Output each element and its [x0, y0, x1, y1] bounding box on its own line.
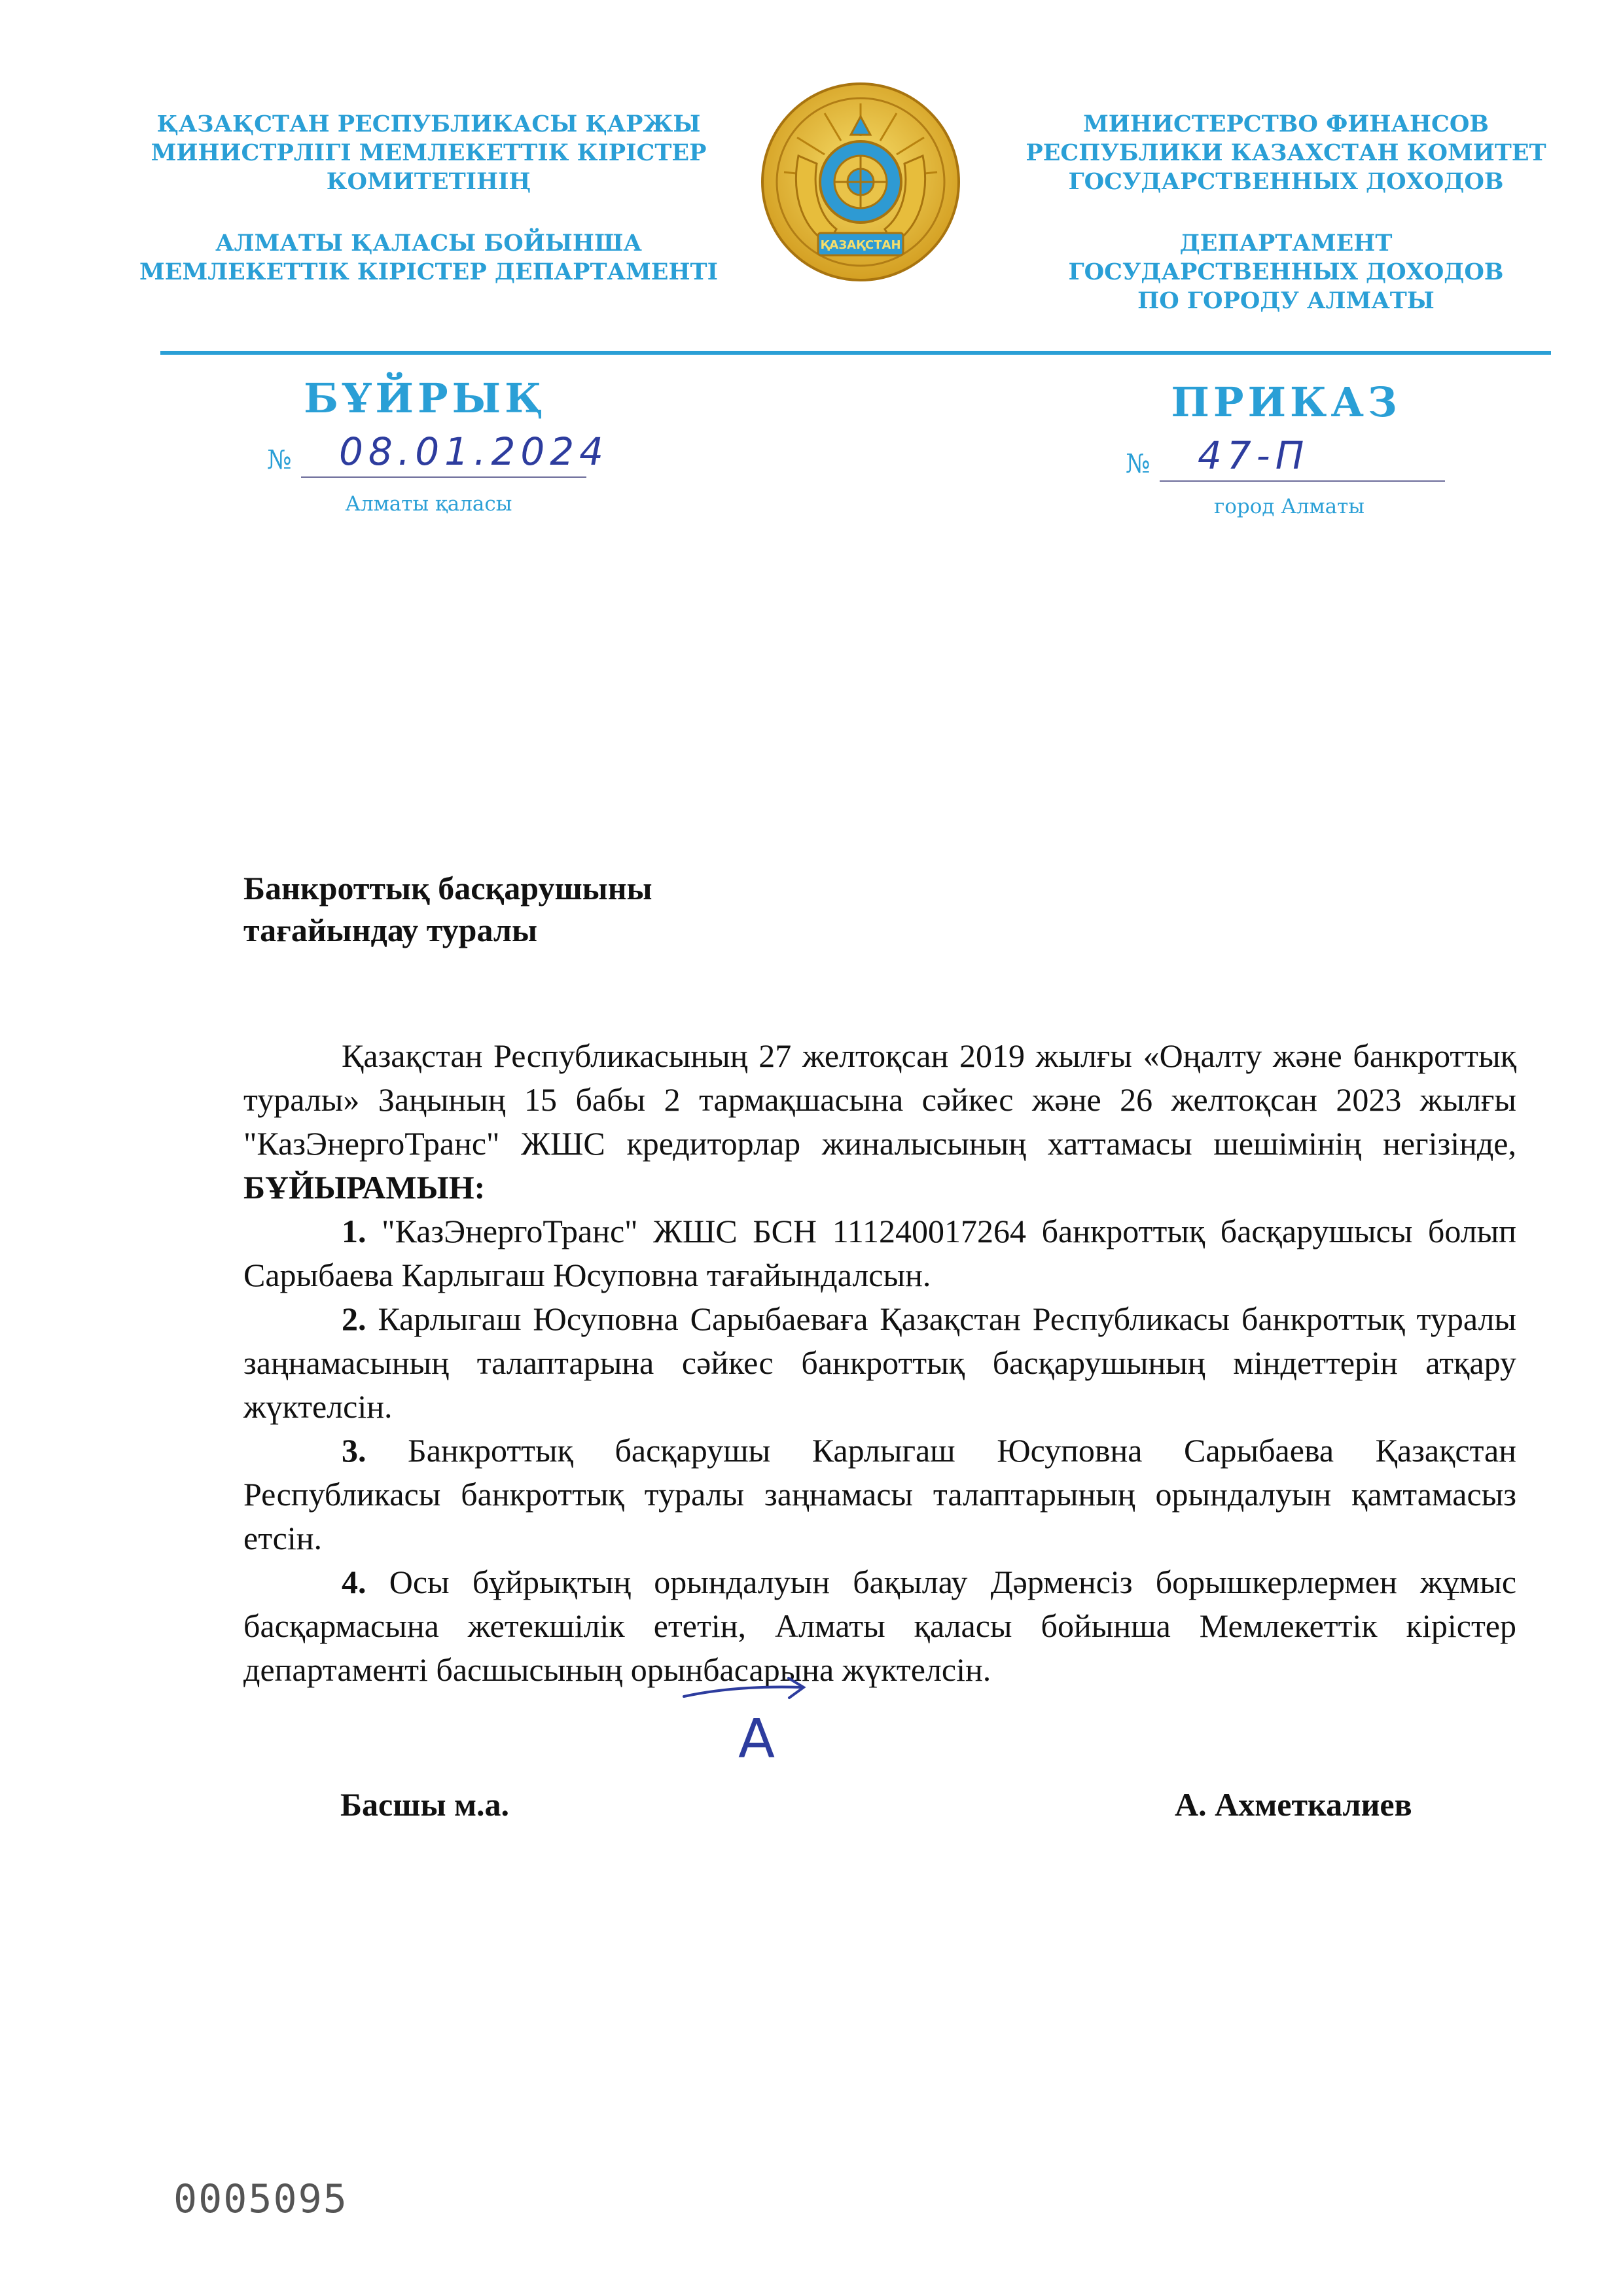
- item-text: Карлыгаш Юсуповна Сарыбаеваға Қазақстан Республикасы банкроттық туралы заңнамасының талаптарына сәйкес банкроттық басқарушының міндеттерін атқару жүктелсін.: [243, 1300, 1517, 1425]
- order-item: [243, 1429, 1516, 1560]
- order-item: [243, 1297, 1516, 1429]
- city-label-kz: Алматы қаласы: [345, 492, 512, 516]
- order-subject: [243, 867, 652, 951]
- subject-line-2: тағайындау туралы: [243, 912, 538, 948]
- ministry-line-kz-1: ҚАЗАҚСТАН РЕСПУБЛИКАСЫ ҚАРЖЫ: [156, 111, 701, 137]
- ministry-line-ru-1: МИНИСТЕРСТВО ФИНАНСОВ: [1083, 111, 1489, 137]
- preamble-paragraph: [243, 1034, 1516, 1210]
- item-number: 4.: [342, 1564, 366, 1600]
- item-number: 2.: [342, 1300, 366, 1337]
- kazakhstan-state-emblem-icon: [753, 77, 969, 293]
- item-number: 3.: [342, 1432, 366, 1469]
- order-body: [243, 1034, 1516, 1692]
- handwritten-date: 08.01.2024: [339, 429, 609, 474]
- ministry-line-kz-3: КОМИТЕТІНІҢ: [326, 168, 531, 195]
- order-number-line: [1126, 433, 1445, 482]
- item-text: Осы бұйрықтың орындалуын бақылау Дәрменсіз борышкерлермен жұмыс басқармасына жетекшілік ететін, Алматы қаласы бойынша Мемлекеттік кірістер департаменті басшысының орынбасарына жүктелсін.: [243, 1564, 1517, 1688]
- serial-number: 0005095: [173, 2176, 348, 2222]
- ministry-line-ru-2: РЕСПУБЛИКИ КАЗАХСТАН КОМИТЕТ: [1026, 139, 1546, 166]
- order-date-line: [267, 429, 609, 478]
- header-right-ru: [982, 110, 1590, 315]
- emblem-ribbon-text: ҚАЗАҚСТАН: [820, 238, 901, 252]
- number-sign: №: [1126, 449, 1150, 479]
- handwritten-check-mark: [681, 1670, 838, 1710]
- order-item: [243, 1210, 1516, 1297]
- order-title-kz: БҰЙРЫҚ: [304, 374, 547, 422]
- signatory-title: Басшы м.а.: [340, 1786, 510, 1823]
- item-text: Банкроттық басқарушы Карлыгаш Юсуповна Сарыбаева Қазақстан Республикасы банкроттық туралы заңнамасы талаптарының орындалуын қамтамасыз етсін.: [243, 1432, 1516, 1556]
- command-word: БҰЙЫРАМЫН:: [243, 1169, 486, 1206]
- department-line-kz-1: АЛМАТЫ ҚАЛАСЫ БОЙЫНША: [215, 230, 642, 257]
- department-line-ru-1: ДЕПАРТАМЕНТ: [1179, 230, 1393, 257]
- ministry-line-kz-2: МИНИСТРЛІГІ МЕМЛЕКЕТТІК КІРІСТЕР: [151, 139, 707, 166]
- header-left-kz: [131, 110, 726, 287]
- number-sign: №: [267, 445, 292, 475]
- preamble-text: Қазақстан Республикасының 27 желтоқсан 2019 жылғы «Оңалту және банкроттық туралы» Заңының 15 бабы 2 тармақшасына сәйкес және 26 желтоқсан 2023 жылғы "КазЭнергоТранс" ЖШС кредиторлар жиналысының хаттамасы шешімінің негізінде,: [243, 1037, 1516, 1162]
- subject-line-1: Банкроттық басқарушыны: [243, 870, 652, 906]
- handwritten-initial: А: [738, 1708, 776, 1770]
- handwritten-order-number: 47-П: [1198, 433, 1310, 478]
- city-label-ru: город Алматы: [1214, 495, 1364, 518]
- order-item: [243, 1560, 1516, 1692]
- order-title-ru: ПРИКАЗ: [1171, 378, 1401, 426]
- ministry-line-ru-3: ГОСУДАРСТВЕННЫХ ДОХОДОВ: [1068, 168, 1504, 195]
- signatory-name: А. Ахметкалиев: [1175, 1786, 1412, 1823]
- department-line-ru-3: ПО ГОРОДУ АЛМАТЫ: [1137, 287, 1435, 314]
- item-text: "КазЭнергоТранс" ЖШС БСН 111240017264 банкроттық басқарушысы болып Сарыбаева Карлыгаш Юсуповна тағайындалсын.: [243, 1213, 1516, 1293]
- item-number: 1.: [342, 1213, 366, 1249]
- department-line-kz-2: МЕМЛЕКЕТТІК КІРІСТЕР ДЕПАРТАМЕНТІ: [139, 259, 718, 285]
- header-divider: [160, 351, 1551, 355]
- department-line-ru-2: ГОСУДАРСТВЕННЫХ ДОХОДОВ: [1068, 259, 1504, 285]
